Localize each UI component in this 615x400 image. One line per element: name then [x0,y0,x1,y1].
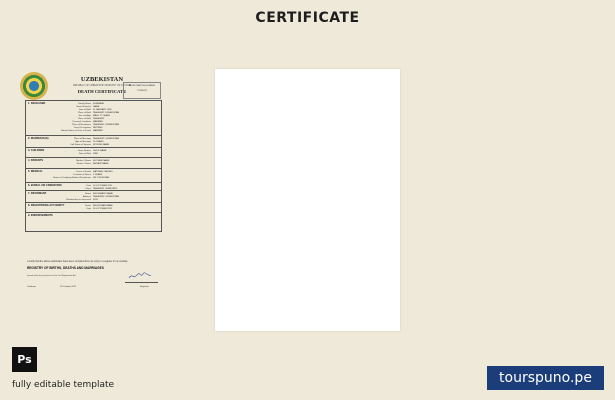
field-value: TASHKENT [93,118,105,120]
field-label: Given Names [77,150,91,152]
state-emblem-icon [20,72,48,100]
section-label: 3. CHILDREN [28,149,45,152]
field-label: Address [82,196,91,198]
field-label: Sex and Age [78,115,91,117]
certificate-section [26,101,161,135]
field-label: Personal Condition [72,121,91,123]
field-label: Date [86,208,91,210]
field-value: NATURAL CAUSES [93,171,113,173]
field-label: Marital Status at Date of Death [61,130,91,132]
section-label: 9. ENDORSEMENTS [28,214,53,217]
field-value: NAME [93,106,100,108]
field-value: SPOUSE NAME [93,144,110,146]
registration-label: REGISTRATION NUMBER [128,85,156,87]
field-label: Family Name [78,103,91,105]
certificate-document-title: DEATH CERTIFICATE [77,89,127,94]
field-value: TASHKENT CEMETERY [93,188,118,190]
field-value: MARRIED [93,121,104,123]
section-label: 8. REGISTERING AUTHORITY [28,204,65,207]
field-label: Cause of Death [75,171,91,173]
field-label: Given Name(s) [76,106,91,108]
signature-label: Registrar [140,286,149,288]
field-value: MALE 71 YEARS [93,115,110,117]
field-label: Date of Birth [78,153,91,155]
field-value: CHILD NAME [93,150,107,152]
certificate-document [215,69,400,331]
certificate-country: UZBEKISTAN [80,76,124,83]
template-caption: fully editable template [12,380,115,390]
registration-value: 12345678 [137,90,147,92]
field-label: Date [86,185,91,187]
section-label: 5. MEDICAL [28,170,43,173]
field-value: REGISTRAR NAME [93,205,113,207]
field-label: Name [85,205,91,207]
field-value: 20 OCTOBER 2021 [93,208,113,210]
section-label: 2. MARRIAGE(S) [28,137,49,140]
certificate-field [26,177,161,180]
section-label: 1. DECEASED [28,102,46,105]
field-label: Date of Birth [78,109,91,111]
field-value: FATHER NAME [93,163,109,165]
field-value: TASHKENT, UZBEKISTAN [93,124,120,126]
registration-box [123,82,161,99]
certificate-form [25,100,162,232]
field-value: RETIRED [93,127,103,129]
field-value: INFORMANT NAME [93,193,113,195]
field-label: Relationship to deceased [66,199,91,201]
field-value: 01 JANUARY 1950 [93,109,112,111]
field-label: Mother's Name [76,160,91,162]
registrar-signature-icon [128,272,152,280]
signature-line [125,282,158,283]
field-value: 10 OCTOBER 2021 [93,185,113,187]
section-label: 6. BURIAL OR CREMATION [28,184,62,187]
field-label: Place of Residence [72,124,91,126]
certificate-field [26,130,161,133]
photoshop-icon: Ps [12,347,37,372]
field-label: Place of Birth [77,112,91,114]
field-label: Father's Name [76,163,91,165]
field-value: MOTHER NAME [93,160,110,162]
certificate-field [26,153,161,156]
issuance-note: Issued under the provisions of the Civil Registration Act. [27,275,77,277]
certificate-issuer: REPUBLIC OF UZBEKISTAN MINISTRY OF JUSTICE [72,84,132,87]
field-value: SURNAME [93,103,104,105]
field-label: Usual Occupation [73,127,91,129]
certificate-field [26,208,161,211]
section-label: 7. INFORMANT [28,192,47,195]
field-value: MARRIED [93,130,104,132]
field-value: TASHKENT, UZBEKISTAN [93,196,120,198]
certificate-section [26,212,161,221]
field-value: 25 YEARS [93,141,104,143]
field-label: Name of Certifying Medical Practitioner [53,177,91,179]
field-value: TASHKENT, UZBEKISTAN [93,112,120,114]
registry-title: REGISTRY OF BIRTHS, DEATHS AND MARRIAGES [27,266,104,270]
field-label: Name [85,193,91,195]
field-value: SON [93,199,98,201]
issue-date: 20 October 2021 [60,286,77,288]
brand-badge[interactable]: tourspuno.pe [487,366,604,390]
field-label: Place of Marriage [73,138,91,140]
section-label: 4. PARENTS [28,159,44,162]
certificate-section [26,168,161,183]
field-value: TASHKENT, UZBEKISTAN [93,138,120,140]
certification-statement: I certify that the above particulars have been compiled from an entry in a register in my custody. [27,260,128,263]
page-title: CERTIFICATE [255,10,360,26]
field-value: 1980 [93,153,98,155]
issue-place: Tashkent [27,286,36,288]
certificate-field [26,163,161,166]
field-label: Place [85,188,91,190]
field-label: Age at Marriage [75,141,91,143]
field-value: 2 YEARS [93,174,103,176]
field-label: Duration of Illness [73,174,91,176]
field-label: Full Name of Spouse [70,144,91,146]
field-label: Place of Birth [77,118,91,120]
field-value: DR. PHYSICIAN [93,177,110,179]
